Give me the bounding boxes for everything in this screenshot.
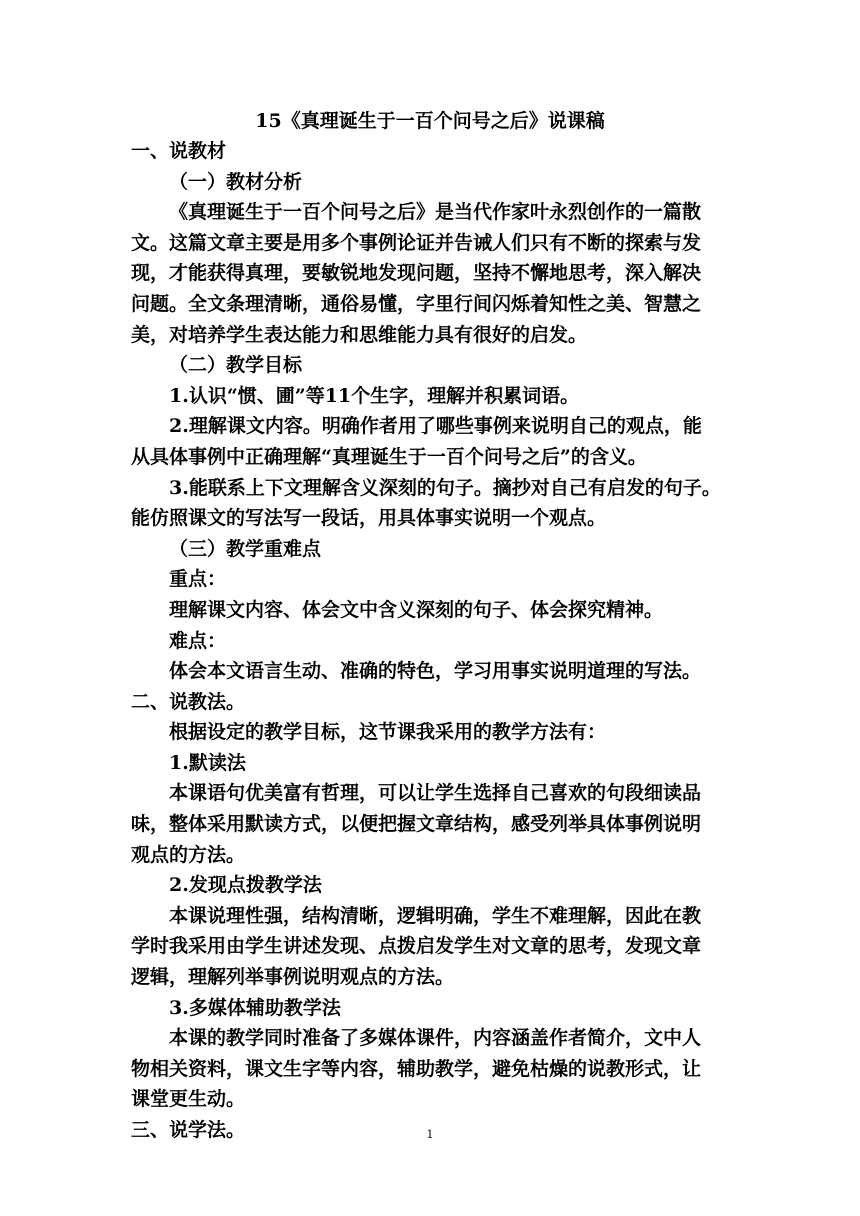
- document-title: 15《真理诞生于一百个问号之后》说课稿: [255, 110, 605, 132]
- text-line: 体会本文语言生动、准确的特色，学习用事实说明道理的写法。: [169, 660, 702, 683]
- text-line: 根据设定的教学目标，这节课我采用的教学方法有：: [169, 721, 607, 744]
- text-line: 物相关资料，课文生字等内容，辅助教学，避免枯燥的说教形式，让: [131, 1057, 702, 1080]
- text-line: 《真理诞生于一百个问号之后》是当代作家叶永烈创作的一篇散: [169, 201, 702, 224]
- text-line: 2.发现点拨教学法: [169, 874, 322, 897]
- text-line: （三）教学重难点: [169, 537, 322, 560]
- text-line: 本课说理性强，结构清晰，逻辑明确，学生不难理解，因此在教: [169, 904, 702, 927]
- text-line: 1.默读法: [169, 751, 246, 774]
- text-line: 2.理解课文内容。明确作者用了哪些事例来说明自己的观点，能: [169, 415, 702, 438]
- text-line: 课堂更生动。: [131, 1088, 246, 1111]
- text-line: （一）教材分析: [169, 170, 303, 193]
- text-line: 能仿照课文的写法写一段话，用具体事实说明一个观点。: [131, 507, 607, 530]
- text-line: 现，才能获得真理，要敏锐地发现问题，坚持不懈地思考，深入解决: [131, 262, 702, 285]
- text-line: 本课语句优美富有哲理，可以让学生选择自己喜欢的句段细读品: [169, 782, 702, 805]
- document-body: [131, 136, 731, 1146]
- text-line: 难点：: [169, 629, 227, 652]
- text-line: 一、说教材: [131, 140, 227, 162]
- text-line: 3.多媒体辅助教学法: [169, 996, 341, 1019]
- text-line: 美，对培养学生表达能力和思维能力具有很好的启发。: [131, 323, 588, 346]
- text-line: 1.认识“惯、圃”等11个生字，理解并积累词语。: [169, 384, 580, 407]
- text-line: 二、说教法。: [131, 690, 246, 713]
- text-line: 3.能联系上下文理解含义深刻的句子。摘抄对自己有启发的句子。: [169, 476, 721, 499]
- text-line: 文。这篇文章主要是用多个事例论证并告诫人们只有不断的探索与发: [131, 231, 702, 254]
- text-line: 本课的教学同时准备了多媒体课件，内容涵盖作者简介，文中人: [169, 1027, 702, 1050]
- text-line: 三、说学法。: [131, 1119, 246, 1141]
- text-line: 理解课文内容、体会文中含义深刻的句子、体会探究精神。: [169, 598, 664, 621]
- text-line: 重点：: [169, 568, 227, 591]
- text-line: 问题。全文条理清晰，通俗易懂，字里行间闪烁着知性之美、智慧之: [131, 292, 702, 315]
- text-line: （二）教学目标: [169, 354, 303, 377]
- text-line: 从具体事例中正确理解“真理诞生于一百个问号之后”的含义。: [131, 445, 647, 468]
- page-number: 1: [426, 1128, 434, 1141]
- text-line: 学时我采用由学生讲述发现、点拨启发学生对文章的思考，发现文章: [131, 935, 702, 958]
- text-line: 观点的方法。: [131, 843, 246, 866]
- text-line: 味，整体采用默读方式，以便把握文章结构，感受列举具体事例说明: [131, 813, 702, 836]
- text-line: 逻辑，理解列举事例说明观点的方法。: [131, 966, 455, 989]
